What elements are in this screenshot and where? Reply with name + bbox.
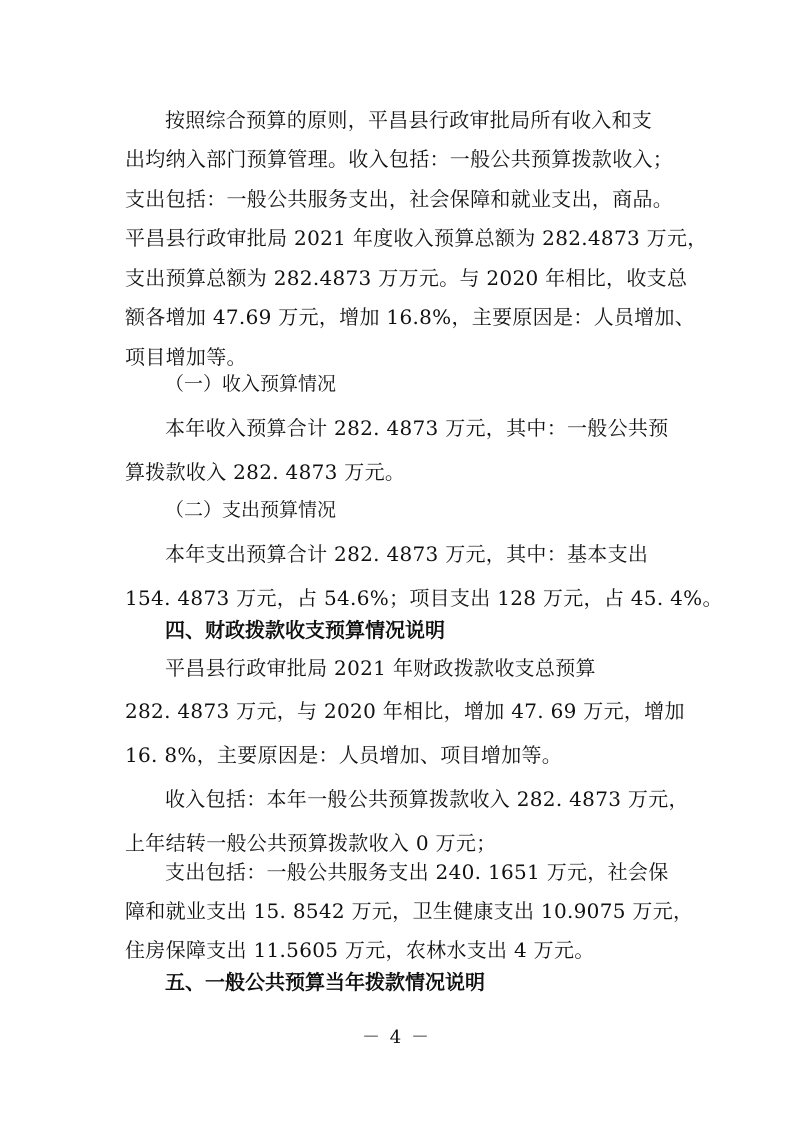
paragraph-line: 平昌县行政审批局 2021 年度收入预算总额为 282.4873 万元， — [125, 226, 708, 250]
paragraph-line: 住房保障支出 11.5605 万元，农林水支出 4 万元。 — [125, 938, 595, 962]
paragraph-line: 支出包括：一般公共服务支出，社会保障和就业支出，商品。 — [125, 187, 674, 211]
section-heading-income: （一）收入预算情况 — [165, 373, 337, 395]
paragraph-line: 项目增加等。 — [125, 345, 247, 369]
paragraph-line: 支出预算总额为 282.4873 万万元。与 2020 年相比，收支总 — [125, 266, 688, 290]
paragraph-line: 平昌县行政审批局 2021 年财政拨款收支总预算 — [165, 656, 596, 680]
section-heading-5: 五、一般公共预算当年拨款情况说明 — [165, 970, 485, 994]
paragraph-line: 16. 8%，主要原因是：人员增加、项目增加等。 — [125, 743, 563, 767]
paragraph-line: 障和就业支出 15. 8542 万元，卫生健康支出 10.9075 万元， — [125, 899, 694, 923]
paragraph-line: 282. 4873 万元，与 2020 年相比，增加 47. 69 万元，增加 — [125, 699, 685, 723]
paragraph-line: 本年支出预算合计 282. 4873 万元，其中：基本支出 — [165, 542, 649, 566]
paragraph-line: 按照综合预算的原则，平昌县行政审批局所有收入和支 — [165, 108, 653, 132]
section-heading-4: 四、财政拨款收支预算情况说明 — [165, 618, 445, 642]
paragraph-line: 算拨款收入 282. 4873 万元。 — [125, 460, 406, 484]
paragraph-line: 154. 4873 万元，占 54.6%；项目支出 128 万元，占 45. 4%。 — [125, 586, 723, 610]
paragraph-line: 支出包括：一般公共服务支出 240. 1651 万元，社会保 — [165, 860, 669, 884]
paragraph-line: 收入包括：本年一般公共预算拨款收入 282. 4873 万元， — [165, 787, 689, 811]
paragraph-line: 出均纳入部门预算管理。收入包括：一般公共预算拨款收入； — [125, 147, 674, 171]
paragraph-line: 上年结转一般公共预算拨款收入 0 万元； — [125, 831, 497, 855]
page-number: － 4 － — [362, 1027, 431, 1048]
section-heading-expense: （二）支出预算情况 — [165, 499, 337, 521]
paragraph-line: 本年收入预算合计 282. 4873 万元，其中：一般公共预 — [165, 416, 669, 440]
paragraph-line: 额各增加 47.69 万元，增加 16.8%，主要原因是：人员增加、 — [125, 305, 696, 329]
